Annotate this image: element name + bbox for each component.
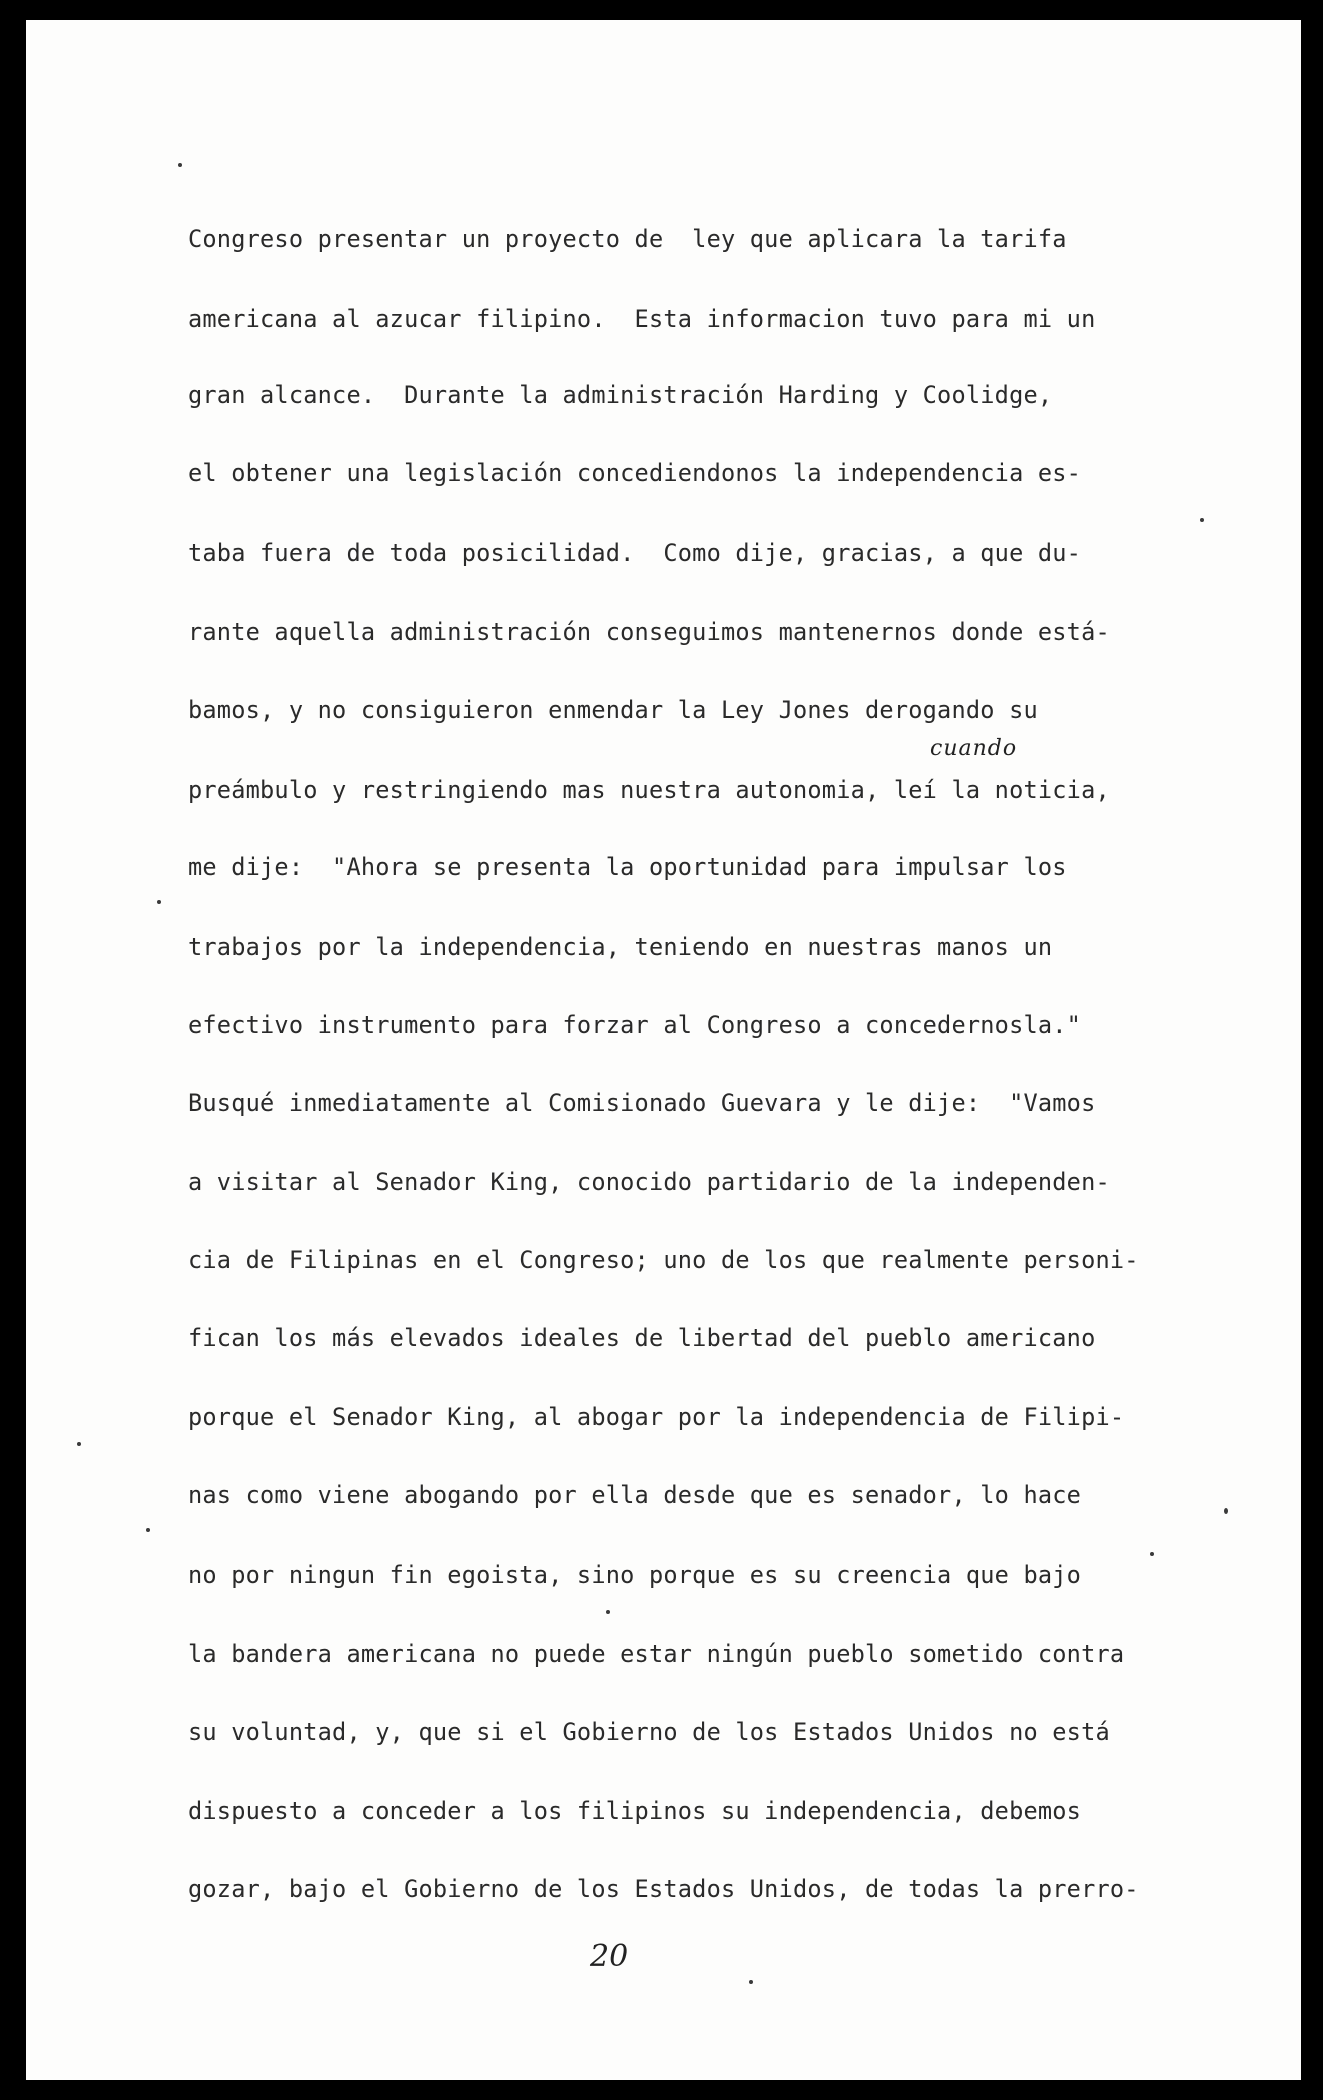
ink-speck (1224, 1508, 1228, 1514)
text-line-4: el obtener una legislación concediendonos la independencia es- (188, 459, 1082, 487)
text-line-18: no por ningun fin egoista, sino porque es su creencia que bajo (188, 1561, 1082, 1589)
text-line-11: efectivo instrumento para forzar al Congreso a concedernosla." (188, 1011, 1082, 1039)
text-line-8: preámbulo y restringiendo mas nuestra autonomia, leí la noticia, (188, 776, 1110, 804)
ink-speck (606, 1610, 610, 1614)
ink-speck (77, 1442, 81, 1446)
ink-speck (157, 900, 161, 904)
handwritten-insertion: cuando (930, 736, 1018, 761)
text-line-1: Congreso presentar un proyecto de ley que aplicara la tarifa (188, 225, 1067, 253)
text-line-9: me dije: "Ahora se presenta la oportunidad para impulsar los (188, 853, 1067, 881)
text-line-22: gozar, bajo el Gobierno de los Estados Unidos, de todas la prerro- (188, 1875, 1139, 1903)
ink-speck (1150, 1552, 1154, 1556)
text-line-19: la bandera americana no puede estar ningún pueblo sometido contra (188, 1640, 1125, 1668)
text-line-2: americana al azucar filipino. Esta informacion tuvo para mi un (188, 305, 1096, 333)
ink-speck (749, 1980, 753, 1984)
ink-speck (1200, 518, 1204, 522)
text-line-20: su voluntad, y, que si el Gobierno de los Estados Unidos no está (188, 1718, 1110, 1746)
page-number: 20 (590, 1939, 629, 1974)
typed-text-body (26, 20, 1301, 2080)
text-line-3: gran alcance. Durante la administración Harding y Coolidge, (188, 381, 1053, 409)
text-line-16: porque el Senador King, al abogar por la independencia de Filipi- (188, 1403, 1125, 1431)
text-line-12: Busqué inmediatamente al Comisionado Guevara y le dije: "Vamos (188, 1089, 1096, 1117)
text-line-21: dispuesto a conceder a los filipinos su independencia, debemos (188, 1797, 1082, 1825)
ink-speck (146, 1528, 150, 1532)
ink-speck (178, 163, 182, 167)
text-line-7: bamos, y no consiguieron enmendar la Ley Jones derogando su (188, 696, 1038, 724)
document-page (26, 20, 1301, 2080)
text-line-14: cia de Filipinas en el Congreso; uno de los que realmente personi- (188, 1246, 1139, 1274)
text-line-17: nas como viene abogando por ella desde que es senador, lo hace (188, 1481, 1082, 1509)
text-line-5: taba fuera de toda posicilidad. Como dije, gracias, a que du- (188, 539, 1082, 567)
text-line-6: rante aquella administración conseguimos mantenernos donde está- (188, 618, 1110, 646)
text-line-10: trabajos por la independencia, teniendo en nuestras manos un (188, 933, 1053, 961)
text-line-13: a visitar al Senador King, conocido partidario de la independen- (188, 1168, 1110, 1196)
text-line-15: fican los más elevados ideales de libertad del pueblo americano (188, 1324, 1096, 1352)
